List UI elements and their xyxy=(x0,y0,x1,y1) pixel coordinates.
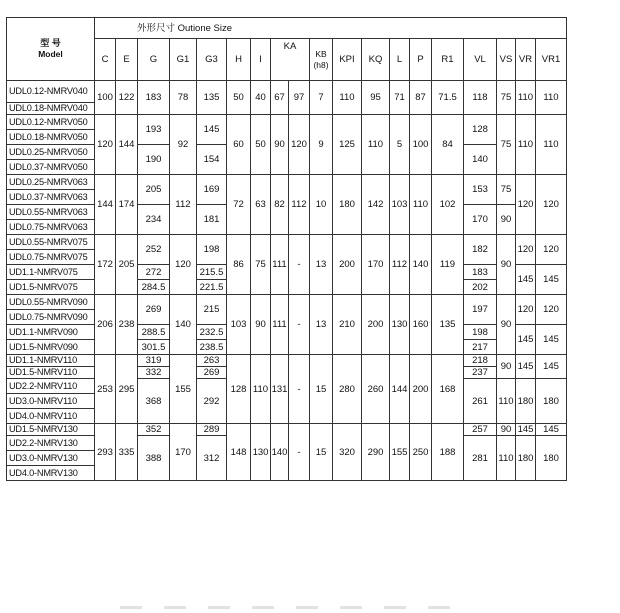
value-cell-L: 103 xyxy=(390,175,410,235)
value-cell-G3: 232.5 xyxy=(197,325,227,340)
value-cell-VL: 281 xyxy=(464,436,497,481)
model-cell: UD1.1-NMRV110 xyxy=(7,355,95,367)
table-row xyxy=(7,81,567,103)
table-row xyxy=(7,355,567,367)
value-cell-L: 5 xyxy=(390,115,410,175)
value-cell-E: 238 xyxy=(116,295,138,355)
value-cell-C: 293 xyxy=(95,424,116,481)
value-cell-VL: 183 xyxy=(464,265,497,280)
value-cell-E: 335 xyxy=(116,424,138,481)
value-cell-VR1: 180 xyxy=(536,436,567,481)
value-cell-H: 128 xyxy=(227,355,251,424)
value-cell-KQ: 290 xyxy=(362,424,390,481)
value-cell-VR1: 120 xyxy=(536,235,567,265)
model-cell: UD3.0-NMRV110 xyxy=(7,394,95,409)
value-cell-G3: 181 xyxy=(197,205,227,235)
value-cell-KPI: 200 xyxy=(333,235,362,295)
col-header-R1: R1 xyxy=(432,39,464,81)
model-cell: UDL0.75-NMRV090 xyxy=(7,310,95,325)
value-cell-VR1: 145 xyxy=(536,355,567,379)
value-cell-VR: 120 xyxy=(516,235,536,265)
value-cell-R1: 84 xyxy=(432,115,464,175)
value-cell-KQ: 260 xyxy=(362,355,390,424)
value-cell-VL: 128 xyxy=(464,115,497,145)
value-cell-VR1: 110 xyxy=(536,115,567,175)
value-cell-R1: 119 xyxy=(432,235,464,295)
value-cell-KA2: 120 xyxy=(289,115,310,175)
value-cell-R1: 102 xyxy=(432,175,464,235)
col-header-VS: VS xyxy=(497,39,516,81)
value-cell-VS: 90 xyxy=(497,205,516,235)
table-row xyxy=(7,424,567,436)
value-cell-G: 183 xyxy=(138,81,170,115)
col-header-E: E xyxy=(116,39,138,81)
outline-size-header: 外形尺寸 Outione Size xyxy=(95,18,567,39)
value-cell-G: 288.5 xyxy=(138,325,170,340)
model-cell: UD2.2-NMRV110 xyxy=(7,379,95,394)
value-cell-KA1: 67 xyxy=(271,81,289,115)
value-cell-I: 63 xyxy=(251,175,271,235)
value-cell-VR1: 180 xyxy=(536,379,567,424)
value-cell-G3: 312 xyxy=(197,436,227,481)
value-cell-VL: 217 xyxy=(464,340,497,355)
value-cell-G: 269 xyxy=(138,295,170,325)
value-cell-P: 100 xyxy=(410,115,432,175)
value-cell-E: 174 xyxy=(116,175,138,235)
value-cell-VL: 257 xyxy=(464,424,497,436)
value-cell-L: 130 xyxy=(390,295,410,355)
value-cell-KB: 13 xyxy=(310,235,333,295)
col-header-G: G xyxy=(138,39,170,81)
model-cell: UD1.5-NMRV090 xyxy=(7,340,95,355)
value-cell-VR: 120 xyxy=(516,175,536,235)
value-cell-KQ: 170 xyxy=(362,235,390,295)
value-cell-KA1: 111 xyxy=(271,235,289,295)
dimension-table xyxy=(6,17,567,481)
value-cell-E: 122 xyxy=(116,81,138,115)
col-header-I: I xyxy=(251,39,271,81)
value-cell-KA1: 82 xyxy=(271,175,289,235)
value-cell-KPI: 110 xyxy=(333,81,362,115)
value-cell-VL: 218 xyxy=(464,355,497,367)
value-cell-KQ: 110 xyxy=(362,115,390,175)
bottom-scan-artifact xyxy=(120,606,460,609)
value-cell-G3: 169 xyxy=(197,175,227,205)
value-cell-G3: 135 xyxy=(197,81,227,115)
value-cell-G1: 120 xyxy=(170,235,197,295)
value-cell-VR1: 110 xyxy=(536,81,567,115)
value-cell-VR1: 120 xyxy=(536,175,567,235)
table-row xyxy=(7,295,567,310)
value-cell-VR: 145 xyxy=(516,265,536,295)
value-cell-VR: 145 xyxy=(516,424,536,436)
value-cell-KPI: 125 xyxy=(333,115,362,175)
value-cell-C: 144 xyxy=(95,175,116,235)
value-cell-P: 200 xyxy=(410,355,432,424)
value-cell-KA1: 90 xyxy=(271,115,289,175)
value-cell-P: 140 xyxy=(410,235,432,295)
value-cell-G: 319 xyxy=(138,355,170,367)
value-cell-KA2: 112 xyxy=(289,175,310,235)
value-cell-G: 205 xyxy=(138,175,170,205)
value-cell-VR1: 145 xyxy=(536,265,567,295)
model-cell: UD1.5-NMRV110 xyxy=(7,367,95,379)
value-cell-VR: 120 xyxy=(516,295,536,325)
value-cell-C: 253 xyxy=(95,355,116,424)
value-cell-KA1: 131 xyxy=(271,355,289,424)
model-cell: UDL0.55-NMRV075 xyxy=(7,235,95,250)
table-row xyxy=(7,175,567,190)
value-cell-L: 112 xyxy=(390,235,410,295)
model-cell: UDL0.12-NMRV050 xyxy=(7,115,95,130)
model-cell: UDL0.55-NMRV063 xyxy=(7,205,95,220)
value-cell-KQ: 142 xyxy=(362,175,390,235)
value-cell-VR1: 120 xyxy=(536,295,567,325)
value-cell-VR1: 145 xyxy=(536,325,567,355)
value-cell-VS: 75 xyxy=(497,175,516,205)
value-cell-KA2: 97 xyxy=(289,81,310,115)
value-cell-VL: 237 xyxy=(464,367,497,379)
value-cell-VR: 180 xyxy=(516,436,536,481)
value-cell-G: 193 xyxy=(138,115,170,145)
model-cell: UDL0.37-NMRV050 xyxy=(7,160,95,175)
model-cell: UDL0.75-NMRV075 xyxy=(7,250,95,265)
value-cell-P: 160 xyxy=(410,295,432,355)
model-header-cn: 型 号 xyxy=(40,38,61,48)
value-cell-KA2: - xyxy=(289,355,310,424)
value-cell-VS: 90 xyxy=(497,295,516,355)
value-cell-VS: 110 xyxy=(497,379,516,424)
value-cell-G3: 221.5 xyxy=(197,280,227,295)
value-cell-G3: 198 xyxy=(197,235,227,265)
col-header-H: H xyxy=(227,39,251,81)
value-cell-G: 352 xyxy=(138,424,170,436)
value-cell-R1: 135 xyxy=(432,295,464,355)
value-cell-P: 250 xyxy=(410,424,432,481)
value-cell-VR: 110 xyxy=(516,115,536,175)
value-cell-KQ: 200 xyxy=(362,295,390,355)
value-cell-G: 190 xyxy=(138,145,170,175)
value-cell-VL: 198 xyxy=(464,325,497,340)
value-cell-G: 388 xyxy=(138,436,170,481)
value-cell-H: 60 xyxy=(227,115,251,175)
value-cell-G3: 238.5 xyxy=(197,340,227,355)
value-cell-P: 110 xyxy=(410,175,432,235)
table-body xyxy=(7,81,567,481)
value-cell-G3: 269 xyxy=(197,367,227,379)
value-cell-KPI: 180 xyxy=(333,175,362,235)
value-cell-VS: 90 xyxy=(497,235,516,295)
value-cell-G: 368 xyxy=(138,379,170,424)
value-cell-G3: 145 xyxy=(197,115,227,145)
value-cell-KPI: 320 xyxy=(333,424,362,481)
value-cell-E: 205 xyxy=(116,235,138,295)
value-cell-G1: 140 xyxy=(170,295,197,355)
col-header-KQ: KQ xyxy=(362,39,390,81)
value-cell-G: 284.5 xyxy=(138,280,170,295)
model-cell: UDL0.55-NMRV090 xyxy=(7,295,95,310)
value-cell-I: 40 xyxy=(251,81,271,115)
value-cell-KB: 13 xyxy=(310,295,333,355)
value-cell-H: 86 xyxy=(227,235,251,295)
value-cell-C: 172 xyxy=(95,235,116,295)
value-cell-VS: 75 xyxy=(497,81,516,115)
value-cell-L: 155 xyxy=(390,424,410,481)
model-cell: UDL0.37-NMRV063 xyxy=(7,190,95,205)
value-cell-I: 75 xyxy=(251,235,271,295)
value-cell-KB: 15 xyxy=(310,424,333,481)
model-header-en: Model xyxy=(38,49,63,59)
value-cell-KQ: 95 xyxy=(362,81,390,115)
value-cell-C: 120 xyxy=(95,115,116,175)
col-header-G3: G3 xyxy=(197,39,227,81)
col-header-L: L xyxy=(390,39,410,81)
value-cell-R1: 188 xyxy=(432,424,464,481)
value-cell-C: 100 xyxy=(95,81,116,115)
value-cell-E: 295 xyxy=(116,355,138,424)
col-header-VL: VL xyxy=(464,39,497,81)
model-cell: UDL0.25-NMRV050 xyxy=(7,145,95,160)
value-cell-KA2: - xyxy=(289,235,310,295)
value-cell-VR1: 145 xyxy=(536,424,567,436)
value-cell-VL: 261 xyxy=(464,379,497,424)
value-cell-KA1: 140 xyxy=(271,424,289,481)
model-cell: UD1.5-NMRV130 xyxy=(7,424,95,436)
value-cell-KB: 10 xyxy=(310,175,333,235)
value-cell-VL: 153 xyxy=(464,175,497,205)
col-header-G1: G1 xyxy=(170,39,197,81)
col-header-P: P xyxy=(410,39,432,81)
value-cell-KA2: - xyxy=(289,424,310,481)
value-cell-G1: 78 xyxy=(170,81,197,115)
value-cell-VL: 140 xyxy=(464,145,497,175)
col-header-KPI: KPI xyxy=(333,39,362,81)
model-cell: UDL0.12-NMRV040 xyxy=(7,81,95,103)
value-cell-G1: 92 xyxy=(170,115,197,175)
value-cell-I: 90 xyxy=(251,295,271,355)
value-cell-G: 301.5 xyxy=(138,340,170,355)
value-cell-G1: 155 xyxy=(170,355,197,424)
value-cell-VS: 90 xyxy=(497,424,516,436)
value-cell-G: 332 xyxy=(138,367,170,379)
value-cell-H: 72 xyxy=(227,175,251,235)
value-cell-KB: 9 xyxy=(310,115,333,175)
model-cell: UD4.0-NMRV110 xyxy=(7,409,95,424)
value-cell-G3: 263 xyxy=(197,355,227,367)
value-cell-KB: 15 xyxy=(310,355,333,424)
value-cell-VL: 202 xyxy=(464,280,497,295)
model-cell: UDL0.18-NMRV040 xyxy=(7,103,95,115)
model-cell: UDL0.25-NMRV063 xyxy=(7,175,95,190)
value-cell-G1: 170 xyxy=(170,424,197,481)
value-cell-KB: 7 xyxy=(310,81,333,115)
model-cell: UD1.1-NMRV090 xyxy=(7,325,95,340)
col-header-VR: VR xyxy=(516,39,536,81)
model-cell: UDL0.18-NMRV050 xyxy=(7,130,95,145)
model-cell: UD2.2-NMRV130 xyxy=(7,436,95,451)
value-cell-G1: 112 xyxy=(170,175,197,235)
value-cell-H: 50 xyxy=(227,81,251,115)
value-cell-KPI: 210 xyxy=(333,295,362,355)
value-cell-VS: 90 xyxy=(497,355,516,379)
value-cell-G: 272 xyxy=(138,265,170,280)
value-cell-E: 144 xyxy=(116,115,138,175)
table-row xyxy=(7,235,567,250)
value-cell-L: 144 xyxy=(390,355,410,424)
col-header-C: C xyxy=(95,39,116,81)
value-cell-G3: 215 xyxy=(197,295,227,325)
value-cell-KA2: - xyxy=(289,295,310,355)
model-cell: UDL0.75-NMRV063 xyxy=(7,220,95,235)
value-cell-VS: 110 xyxy=(497,436,516,481)
value-cell-VL: 170 xyxy=(464,205,497,235)
model-cell: UD3.0-NMRV130 xyxy=(7,451,95,466)
value-cell-VL: 197 xyxy=(464,295,497,325)
col-header-KB: KB (h8) xyxy=(310,39,333,81)
col-header-VR1: VR1 xyxy=(536,39,567,81)
model-cell: UD1.1-NMRV075 xyxy=(7,265,95,280)
value-cell-G: 252 xyxy=(138,235,170,265)
value-cell-R1: 71.5 xyxy=(432,81,464,115)
value-cell-VR: 180 xyxy=(516,379,536,424)
model-column-header xyxy=(7,18,95,81)
value-cell-G: 234 xyxy=(138,205,170,235)
value-cell-C: 206 xyxy=(95,295,116,355)
value-cell-I: 110 xyxy=(251,355,271,424)
value-cell-VR: 145 xyxy=(516,325,536,355)
value-cell-KPI: 280 xyxy=(333,355,362,424)
model-cell: UD4.0-NMRV130 xyxy=(7,466,95,481)
model-cell: UD1.5-NMRV075 xyxy=(7,280,95,295)
value-cell-VR: 145 xyxy=(516,355,536,379)
value-cell-H: 148 xyxy=(227,424,251,481)
value-cell-G3: 154 xyxy=(197,145,227,175)
value-cell-I: 50 xyxy=(251,115,271,175)
value-cell-H: 103 xyxy=(227,295,251,355)
value-cell-R1: 168 xyxy=(432,355,464,424)
value-cell-P: 87 xyxy=(410,81,432,115)
value-cell-VL: 182 xyxy=(464,235,497,265)
value-cell-G3: 292 xyxy=(197,379,227,424)
value-cell-L: 71 xyxy=(390,81,410,115)
value-cell-KA1: 111 xyxy=(271,295,289,355)
value-cell-I: 130 xyxy=(251,424,271,481)
col-header-KA: KA xyxy=(271,39,310,81)
value-cell-VS: 75 xyxy=(497,115,516,175)
value-cell-G3: 289 xyxy=(197,424,227,436)
table-row xyxy=(7,115,567,130)
value-cell-VR: 110 xyxy=(516,81,536,115)
value-cell-VL: 118 xyxy=(464,81,497,115)
value-cell-G3: 215.5 xyxy=(197,265,227,280)
